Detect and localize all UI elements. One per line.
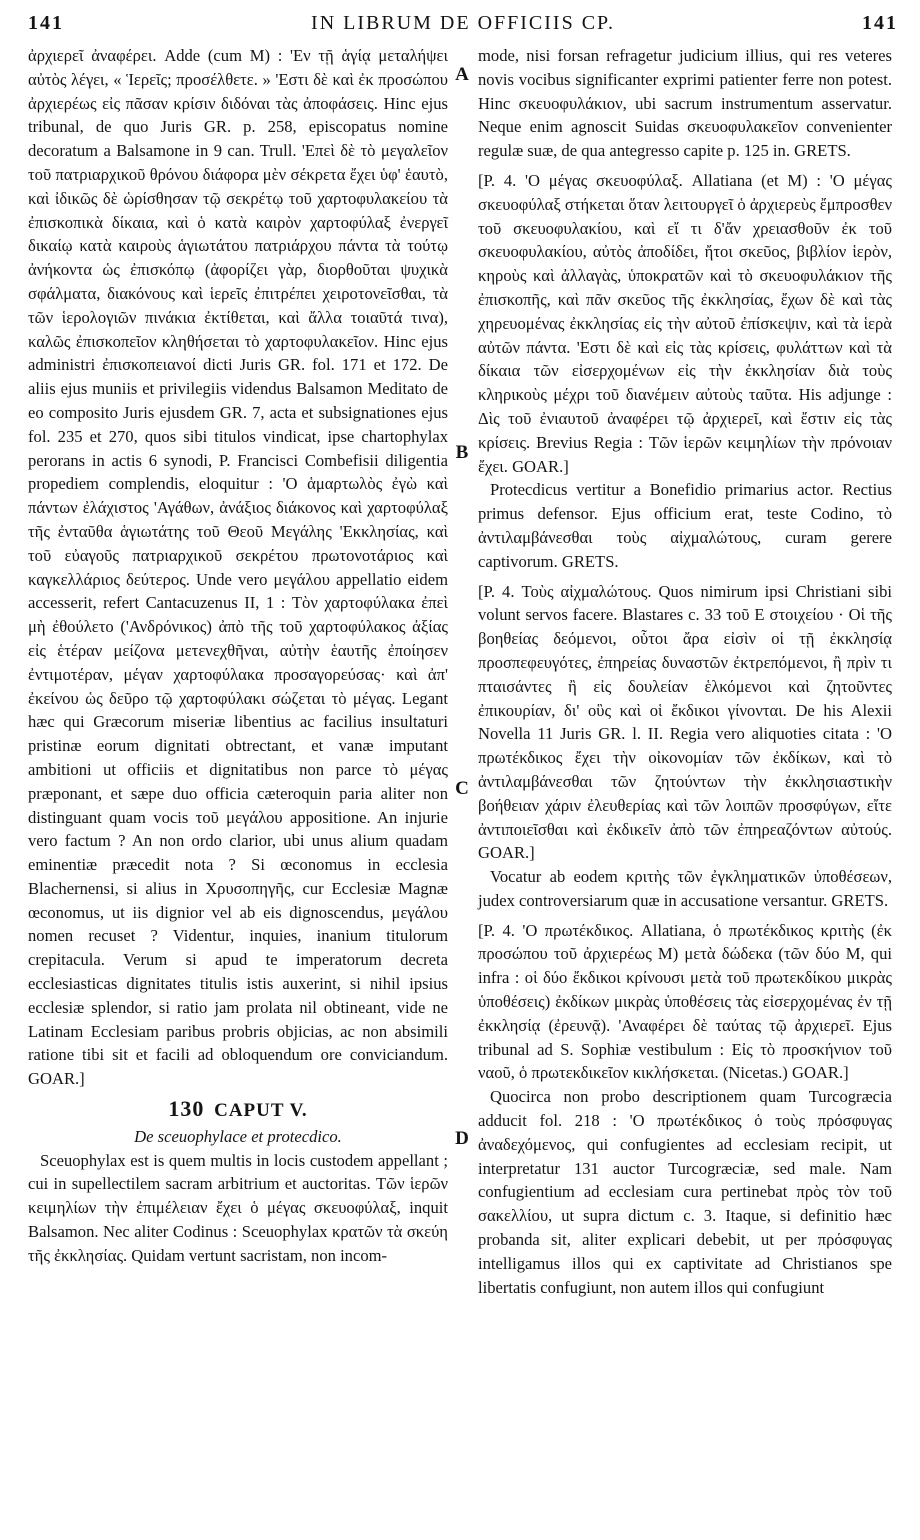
page-number-right: 141 <box>862 12 898 34</box>
chapter-label: CAPUT V. <box>214 1100 308 1122</box>
left-paragraph: ἀρχιερεῖ ἀναφέρει. Adde (cum M) : 'Εν τῇ ἁγίᾳ μεταλήψει αὐτὸς λέγει, « Ἱερεῖς; προσέλθετε. » 'Εστι δὲ καὶ ἐκ προσώπου ἀρχιερέως εἰς πᾶσαν κρίσιν διδόναι τὰς ἀποφάσεις. Hinc ejus tribunal, de quo Juris GR. p. 258, episcopatus nomine decoratum a Balsamone in 9 can. Trull. 'Επεὶ δὲ τὸ μεγαλεῖον τοῦ πατριαρχικοῦ θρόνου διάφορα μὲν σέκρετα ἔχει ὑφ' ἑαυτὸ, καὶ ἰδικῶς δὲ ὡρίσθησαν τῷ σεκρέτῳ τοῦ χαρτοφυλακείου τὰ ἐπισκοπικὰ δίκαια, καὶ ὁ κατὰ καιρὸν χαρτοφύλαξ ἐνεργεῖ δικαίῳ κατὰ καιροὺς ἁγιωτάτου πατριάρχου πάντα τὰ τούτῳ ἀνήκοντα ὡς ἐπισκόπῳ (ἀφορίζει γὰρ, διορθοῦται ψυχικὰ σφάλματα, διακόνους καὶ ἱερεῖς ἐπιτρέπει χειροτονεῖσθαι, τὰ τῶν ἱερολογιῶν πινάκια ἐκτίθεται, καὶ ἄλλα τοιαῦτά τινα), καλῶς ἐπισκοπεῖον κληθήσεται τὸ χαρτοφυλακεῖον. Hinc ejus administri ἐπισκοπειανοί dicti Juris GR. fol. 171 et 172. De aliis ejus muniis et privilegiis videndus Balsamon Meditato de eo composito Juris ejusdem GR. 7, acta et subsignationes ejus fol. 235 et 270, quos sibi titulos vindicat, ipse chartophylax perorans in actis 6 synodi, P. Francisci Combefisii diligentia propediem complendis, eloquitur : 'Ο ἁμαρτωλὸς ἐγὼ καὶ πάντων ἐλάχιστος 'Αγάθων, ἀνάξιος διάκονος καὶ χαρτοφύλαξ τῆς ἐνταῦθα ἁγιωτάτης τοῦ Θεοῦ Μεγάλης 'Εκκλησίας, καὶ τοῦ εὐαγοῦς πατριαρχικοῦ σεκρέτου πρωτονοτάριος καὶ καγκελλάριος δεύτερος. Unde vero μεγάλου appellatio eidem accesserit, refert Cantacuzenus II, 1 : Τὸν χαρτοφύλακα ἐπεὶ μὴ ἐθούλετο ('Ανδρόνικος) ἀπὸ τῆς τοῦ χαρτοφύλακος ἀξίας εἰς ἑτέραν μείζονα μετενεχθῆναι, αὐτὴν ἑαυτῆς ἐποίησεν ἐντιμοτέραν, μέγαν χαρτοφύλακα προσαγορεύσας· καὶ ἀπ' ἐκείνου ὡς δεῦρο τῷ χαρτοφύλακι σώζεται τὸ μέγας. Legant hæc qui Græcorum miseriæ libentius ac facilius insultaturi pristinæ eorum dignitati obtrectant, et vanæ imputant ambitioni ut officiis et dignitatibus non parce τὸ μέγας præponant, et sæpe duo officia cæteroquin paria aliter non distinguant quam vocis τοῦ μεγάλου appositione. An injurie vero factum ? An non ordo clarior, ubi unus alium quadam eminentiæ præcedit nota ? Si œconomus in ecclesia Blachernensi, si alius in Χρυσοπηγῆς, cur Ecclesiæ Magnæ œconomus, ut iis dignior vel ab eis dignoscendus, μεγάλου nomen recuset ? Videntur, inquies, inanium titulorum crepitacula. Verum si apud te imperatorum decreta ecclesiasticas dignitates titulis istis auxerint, si nihil ipsius ecclesiæ splendor, si ratio jam prolata nil obtineant, vide ne Latinam Ecclesiam paribus probris objicias, ac non absimili ratione tibi sit et facili ad obloquendum ore conviciandum. GOAR.] <box>28 46 448 1089</box>
right-paragraph: [P. 4. 'Ο πρωτέκδικος. Allatiana, ὁ πρωτέκδικος κριτὴς (ἐκ προσώπου τοῦ ἀρχιερέως M) μετὰ δώδεκα (τῶν δύο M, qui infra : οἱ δύο ἔκδικοι κρίνουσι μετὰ τοῦ πρωτεκδίκου μικρὰς ὑποθέσεις) ἐκδίκων μικρὰς ὑποθέσεις τὰς εἰσερχομένας ἐν τῇ ἐκκλησίᾳ (ἐρευνᾷ). 'Αναφέρει δὲ ταύτας τῷ ἀρχιερεῖ. Ejus tribunal ad S. Sophiæ vestibulum : Εἰς τὸ προσκήνιον τοῦ ναοῦ, ὁ πρωτεκδικεῖον κικλήσκεται. (Nicetas.) GOAR.] <box>478 920 892 1083</box>
chapter-subtitle: De sceuophylace et protecdico. <box>134 1126 342 1146</box>
right-paragraph: [P. 4. 'Ο μέγας σκευοφύλαξ. Allatiana (et M) : 'Ο μέγας σκευοφύλαξ στήκεται ὅταν λειτουργεῖ ὁ ἀρχιερεὺς ἔμπροσθεν τοῦ σκευοφυλακίου, καὶ εἴ τι δ'ἄν χρειασθοῦν ἐκ τοῦ σκευοφυλακίου, αὐτὸς ἀποδίδει, ἤτοι σκεῦος, βιβλίον ἱερὸν, κηροὺς καὶ ἀλλαγὰς, ὑποκρατῶν καὶ τὸ σκευοφυλάκιον τῆς ἐπισκοπῆς, καὶ πᾶν σκεῦος τῆς ἐκκλησίας, ἔχων δὲ καὶ τὰς χηρευομένας ἐκκλησίας εἰς τὴν αὐτοῦ ἐπίσκεψιν, καὶ τὰ ἱερὰ αὐτῶν πάντα. 'Εστι δὲ καὶ εἰς τὰς κρίσεις, φυλάττων καὶ τὰ δίκαια τῶν εἰσερχομένων εἰς τὴν ἐκκλησίαν διὰ τοὺς κληρικοὺς μέχρι τοῦ διανέμειν αὐτοὺς ταῦτα. His adjunge : Δὶς τοῦ ἐνιαυτοῦ ἀναφέρει τῷ ἀρχιερεῖ, καὶ ἔστιν εἰς τὰς κρίσεις. Brevius Regia : Τῶν ἱερῶν κειμηλίων τὴν πρόνοιαν ἔχει. GOAR.] <box>478 170 892 476</box>
running-header <box>28 12 898 44</box>
right-paragraph: Vocatur ab eodem κριτὴς τῶν ἐγκληματικῶν ὑποθέσεων, judex controversiarum quæ in accusatione versantur. GRETS. <box>478 867 892 910</box>
left-column <box>28 44 448 1268</box>
margin-marker-b: B <box>455 442 469 463</box>
chapter-number: 130 <box>168 1096 205 1122</box>
right-paragraph: mode, nisi forsan refragetur judicium illius, qui res veteres novis vocibus significanter exprimi patienter ferre non potest. Hinc σκευοφυλάκιον, ubi sacrum instrumentum asservatur. Neque enim agnoscit Suidas σκευοφυλακεῖον convenienter regulæ suæ, de qua antegresso capite p. 125 in. GRETS. <box>478 46 892 161</box>
margin-marker-a: A <box>455 64 469 85</box>
right-column <box>478 44 892 1299</box>
right-paragraph: Protecdicus vertitur a Bonefidio primarius actor. Rectius primus defensor. Ejus officium erat, teste Codino, τὸ ἀντιλαμβάνεσθαι τοὺς αἰχμαλώτους, curam gerere captivorum. GRETS. <box>478 480 892 571</box>
running-title: IN LIBRUM DE OFFICIIS CP. <box>311 12 615 34</box>
right-paragraph: [P. 4. Τοὺς αἰχμαλώτους. Quos nimirum ipsi Christiani sibi volunt servos facere. Blastares c. 33 τοῦ Ε στοιχείου · Οἱ τῆς βοηθείας δεόμενοι, οὗτοι ἄρα εἰσὶν οἱ τῇ ἐκκλησίᾳ προσπεφευγότες, ἐπηρείας δυναστῶν ἐκτρεπόμενοι, ἢ πρὶν τι πταισάντες ἢ εἰς δουλείαν ἑλκόμενοι καὶ ζητοῦντες ἐπικουρίαν, δι' οὓς καὶ οἱ ἔκδικοι γίνονται. De his Alexii Novella 11 Juris GR. l. II. Regia vero aliquoties citata : 'Ο πρωτέκδικος ἔχει τὴν οἰκονομίαν τῶν ἐκδίκων, καὶ τὸ ἀντιλαμβάνεσθαι τῶν ζητούντων τὴν ἐκκλησιαστικὴν βοήθειαν χάριν ἐλευθερίας καὶ τῶν λοιπῶν προσφύγων, εἴτε ἀντιποιεῖσθαι καὶ ἐκδικεῖν ἀπὸ τῶν ἐπηρεαζόντων αὐτούς. GOAR.] <box>478 581 892 863</box>
margin-marker-c: C <box>455 778 469 799</box>
left-paragraph: Sceuophylax est is quem multis in locis custodem appellant ; cui in supellectilem sacram arbitrium et auctoritas. Τῶν ἱερῶν κειμηλίων τὴν ἐπιμέλειαν ἔχει ὁ μέγας σκευοφύλαξ, inquit Balsamon. Nec aliter Codinus : Sceuophylax κρατῶν τὰ σκεύη τῆς ἐκκλησίας. Quidam vertunt sacristam, non incom- <box>28 1150 448 1265</box>
margin-marker-d: D <box>455 1128 469 1149</box>
page-number-left: 141 <box>28 12 64 34</box>
right-paragraph: Quocirca non probo descriptionem quam Turcogræcia adducit fol. 218 : 'Ο πρωτέκδικος ὁ τοὺς πρόσφυγας ἀναδεχόμενος, qui confugientes ad ecclesiam recipit, ut interpretatur 131 auctor Turcogræciæ, sed male. Nam confugientium ad ecclesiam cura pertinebat πρὸς τὸν τοῦ σακελλίου, ut supra dictum c. 3. Itaque, si definitio hæc probanda sit, aliter explicari debebit, ut per πρόσφυγας intelligamus illos qui ex captivitate ad Christianos spe libertatis confugiunt, non autem illos qui confugiunt <box>478 1087 892 1297</box>
chapter-heading <box>28 1097 448 1123</box>
